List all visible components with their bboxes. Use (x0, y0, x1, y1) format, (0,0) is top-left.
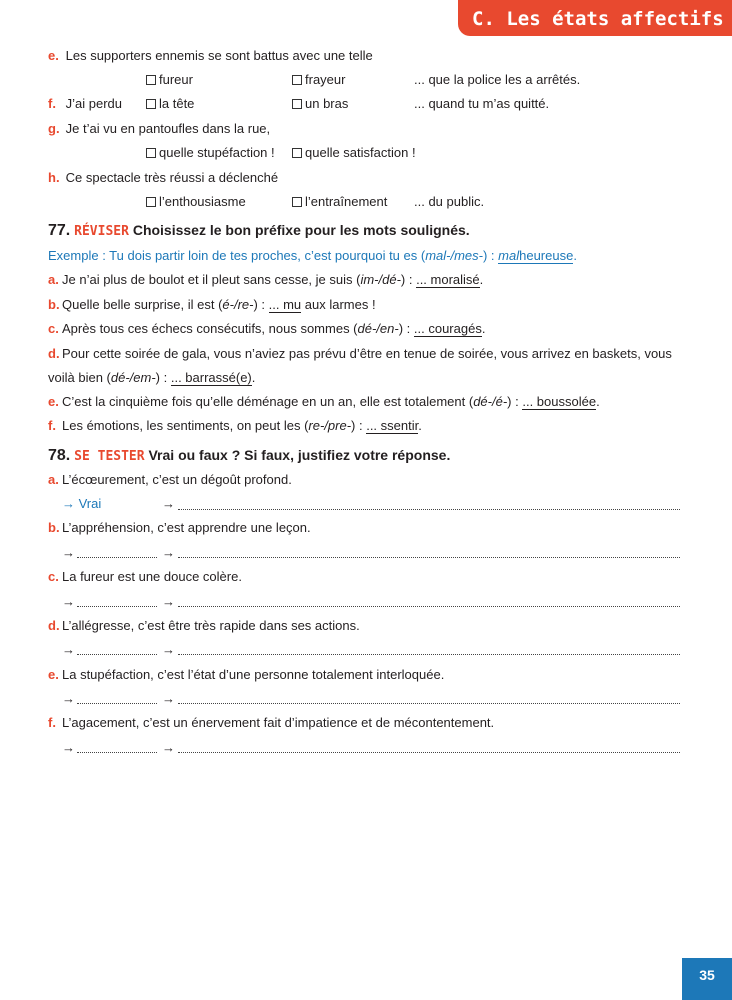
exercise-tag: SE TESTER (74, 449, 145, 464)
exercise-number: 77. (48, 222, 71, 239)
answer-line[interactable] (77, 752, 157, 753)
answer-line[interactable] (77, 703, 157, 704)
justification-line[interactable] (178, 606, 680, 607)
checkbox[interactable] (146, 75, 156, 85)
arrow-icon: → (162, 740, 175, 755)
ex76-f-ending: ... quand tu m’as quitté. (414, 96, 550, 111)
checkbox[interactable] (292, 197, 302, 207)
example-answer: malheureuse (498, 248, 574, 263)
item-text: Ce spectacle très réussi a déclenché (65, 170, 279, 185)
item-letter: h. (48, 170, 60, 185)
ex76-h-option-1[interactable]: l’enthousiasme (146, 194, 246, 210)
answer-blank[interactable]: ... moralisé (416, 272, 480, 287)
exercise-instruction: Choisissez le bon préfixe pour les mots soulignés. (132, 222, 470, 238)
answer-line[interactable] (77, 606, 157, 607)
ex77-item-c: c. Après tous ces échecs consécutifs, nous sommes (dé-/en-) : ... couragés. (48, 321, 486, 336)
arrow-icon: → (162, 545, 175, 560)
ex77-item-b: b. Quelle belle surprise, il est (é-/re-) : ... mu aux larmes ! (48, 297, 376, 312)
ex77-item-e: e. C’est la cinquième fois qu’elle déménage en un an, elle est totalement (dé-/é-) : ... boussolée. (48, 394, 600, 409)
checkbox[interactable] (146, 148, 156, 158)
checkbox[interactable] (146, 99, 156, 109)
answer-blank[interactable]: ... mu (268, 297, 302, 312)
ex78-item-f: f. L’agacement, c’est un énervement fait d’impatience et de mécontentement. (48, 715, 495, 730)
ex76-g-option-2[interactable]: quelle satisfaction ! (292, 145, 416, 161)
ex76-item-h (48, 170, 278, 186)
ex78-item-a: a. L’écœurement, c’est un dégoût profond. (48, 472, 292, 487)
checkbox[interactable] (292, 99, 302, 109)
item-text: J’ai perdu (65, 96, 122, 111)
arrow-icon: → (162, 594, 175, 609)
ex76-h-option-2[interactable]: l’entraînement (292, 194, 387, 210)
justification-line[interactable] (178, 557, 680, 558)
arrow-icon: → (162, 691, 175, 706)
ex78-item-d: d. L’allégresse, c’est être très rapide dans ses actions. (48, 618, 360, 633)
ex76-f-option-1[interactable]: la tête (146, 96, 194, 112)
arrow-icon: → (62, 642, 75, 657)
ex77-item-f: f. Les émotions, les sentiments, on peut les (re-/pre-) : ... ssentir. (48, 418, 422, 433)
arrow-icon: → (62, 740, 75, 755)
answer-line[interactable] (77, 654, 157, 655)
item-letter: g. (48, 121, 60, 136)
justification-line[interactable] (178, 703, 680, 704)
exercise-tag: RÉVISER (74, 224, 129, 239)
justification-line[interactable] (178, 654, 680, 655)
ex76-item-g (48, 121, 270, 137)
checkbox[interactable] (292, 75, 302, 85)
answer-blank[interactable]: ... ssentir (366, 418, 419, 433)
arrow-icon: → (62, 545, 75, 560)
ex78-item-b: b. L’appréhension, c’est apprendre une leçon. (48, 520, 311, 535)
item-letter: f. (48, 96, 56, 111)
section-header: C. Les états affectifs (458, 0, 732, 36)
ex78-a-answer: → Vrai (62, 496, 102, 511)
checkbox[interactable] (146, 197, 156, 207)
ex76-item-e (48, 48, 373, 64)
ex76-g-option-1[interactable]: quelle stupéfaction ! (146, 145, 275, 161)
ex76-f-option-2[interactable]: un bras (292, 96, 348, 112)
ex77-item-a: a. Je n’ai plus de boulot et il pleut sans cesse, je suis (im-/dé-) : ... moralisé. (48, 272, 484, 287)
ex76-e-option-1[interactable]: fureur (146, 72, 193, 88)
justification-line[interactable] (178, 509, 680, 510)
arrow-icon: → (162, 496, 175, 511)
arrow-icon: → (62, 691, 75, 706)
ex76-e-option-2[interactable]: frayeur (292, 72, 345, 88)
ex78-title (48, 446, 450, 466)
answer-blank[interactable]: ... couragés (413, 321, 482, 336)
page-number: 35 (682, 958, 732, 1000)
item-letter: e. (48, 48, 59, 63)
checkbox[interactable] (292, 148, 302, 158)
item-text: Je t’ai vu en pantoufles dans la rue, (65, 121, 271, 136)
ex78-item-e: e. La stupéfaction, c’est l’état d’une personne totalement interloquée. (48, 667, 445, 682)
answer-blank[interactable]: ... boussolée (522, 394, 597, 409)
ex77-item-d: d. Pour cette soirée de gala, vous n’aviez pas prévu d’être en tenue de soirée, vous arrivez en baskets, vous (48, 346, 672, 361)
arrow-icon: → (62, 594, 75, 609)
ex77-title (48, 221, 470, 241)
ex76-h-ending: ... du public. (414, 194, 485, 209)
item-text: Les supporters ennemis se sont battus avec une telle (65, 48, 373, 63)
answer-blank[interactable]: ... barrassé(e) (170, 370, 252, 385)
arrow-icon: → (162, 642, 175, 657)
exercise-number: 78. (48, 447, 71, 464)
answer-line[interactable] (77, 557, 157, 558)
ex77-item-d-line2: voilà bien (dé-/em-) : ... barrassé(e). (48, 370, 256, 385)
ex77-example: Exemple : Tu dois partir loin de tes proches, c’est pourquoi tu es (mal-/mes-) : malheureuse. (48, 248, 577, 263)
ex78-item-c: c. La fureur est une douce colère. (48, 569, 242, 584)
ex76-e-ending: ... que la police les a arrêtés. (414, 72, 581, 87)
justification-line[interactable] (178, 752, 680, 753)
exercise-instruction: Vrai ou faux ? Si faux, justifiez votre réponse. (148, 447, 451, 463)
ex76-item-f (48, 96, 122, 112)
